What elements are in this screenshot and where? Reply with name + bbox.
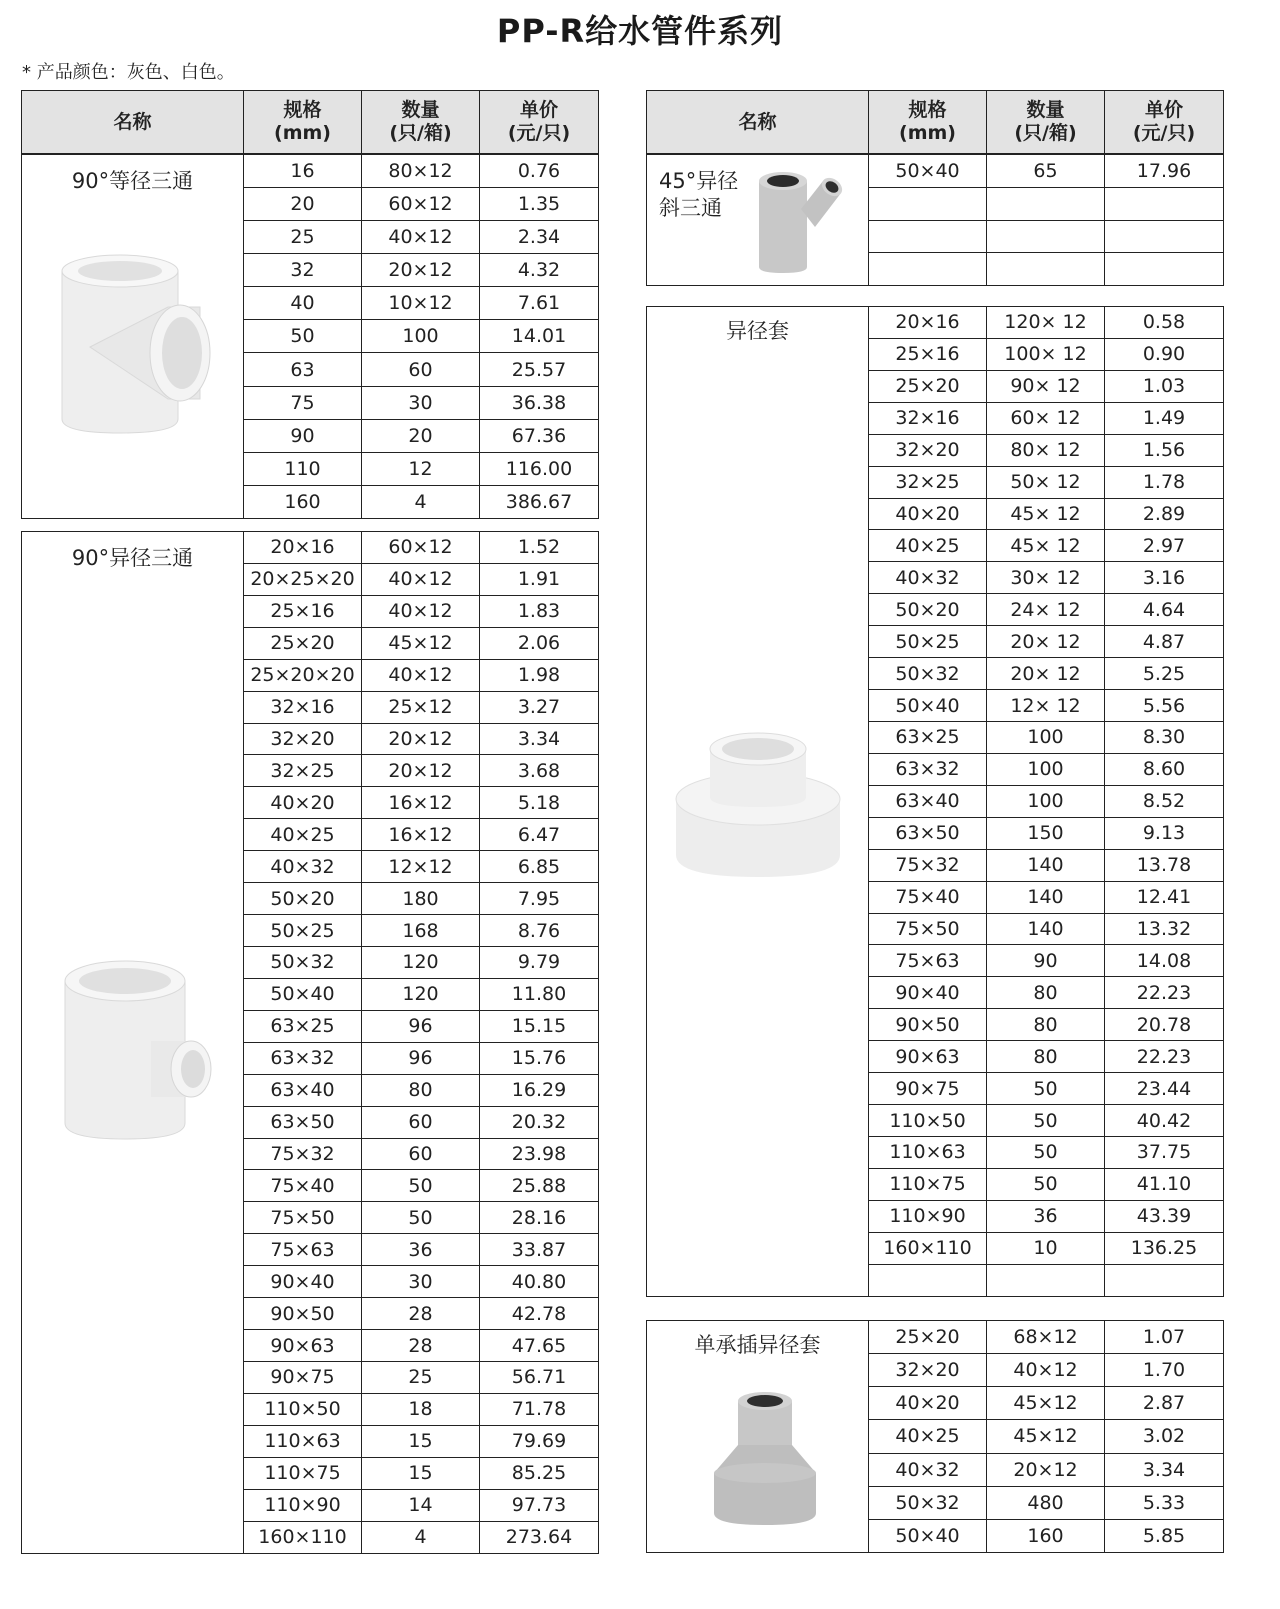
- left-header-row: [21, 90, 599, 154]
- qty-cell: 50: [987, 1073, 1105, 1105]
- spec-cell: 50×32: [244, 946, 362, 978]
- qty-cell: 100: [987, 721, 1105, 753]
- price-cell: 4.87: [1105, 626, 1224, 658]
- spec-cell: 40×25: [244, 819, 362, 851]
- spec-cell: [869, 1264, 987, 1296]
- price-cell: 1.70: [1105, 1354, 1224, 1387]
- spec-cell: 50×20: [869, 594, 987, 626]
- header-price: 单价 (元/只): [1105, 91, 1224, 154]
- price-cell: 1.07: [1105, 1321, 1224, 1354]
- qty-cell: 60× 12: [987, 402, 1105, 434]
- right-header-row: [646, 90, 1224, 154]
- spec-cell: 63: [244, 353, 362, 386]
- price-cell: 11.80: [480, 978, 599, 1010]
- spec-cell: 50×20: [244, 883, 362, 915]
- reducing-tee-fitting-icon: [51, 955, 215, 1147]
- price-cell: 1.83: [480, 595, 599, 627]
- qty-cell: 120× 12: [987, 307, 1105, 339]
- table-row: [647, 155, 1224, 188]
- price-cell: 14.01: [480, 320, 599, 353]
- spec-cell: 32×25: [869, 466, 987, 498]
- spec-cell: 63×50: [869, 817, 987, 849]
- product-name-cell: [647, 1321, 869, 1553]
- qty-cell: 30× 12: [987, 562, 1105, 594]
- qty-cell: 20×12: [362, 755, 480, 787]
- price-cell: 17.96: [1105, 155, 1224, 188]
- spec-cell: 20×16: [869, 307, 987, 339]
- qty-cell: 45× 12: [987, 498, 1105, 530]
- price-cell: 79.69: [480, 1425, 599, 1457]
- spec-cell: 75×50: [244, 1202, 362, 1234]
- price-cell: 20.32: [480, 1106, 599, 1138]
- qty-cell: 80: [362, 1074, 480, 1106]
- spec-cell: 110×75: [244, 1457, 362, 1489]
- spec-cell: 110×90: [869, 1200, 987, 1232]
- qty-cell: 4: [362, 485, 480, 518]
- qty-cell: 60: [362, 353, 480, 386]
- socket-reducer-table: [646, 1320, 1224, 1553]
- qty-cell: 30: [362, 386, 480, 419]
- spec-cell: 110×50: [869, 1105, 987, 1137]
- spec-cell: 110×63: [869, 1136, 987, 1168]
- qty-cell: 45×12: [362, 627, 480, 659]
- spec-cell: 75×40: [244, 1170, 362, 1202]
- product-name-line2: 斜三通: [659, 196, 722, 220]
- price-cell: [1105, 220, 1224, 253]
- qty-cell: 25: [362, 1361, 480, 1393]
- equal-tee-fitting-icon: [50, 249, 216, 443]
- spec-cell: 75×40: [869, 881, 987, 913]
- reducer-coupling-icon: [672, 727, 844, 883]
- qty-cell: 150: [987, 817, 1105, 849]
- table-row: [22, 155, 599, 188]
- spec-cell: 40×32: [869, 1453, 987, 1486]
- qty-cell: 50: [987, 1105, 1105, 1137]
- qty-cell: 20× 12: [987, 658, 1105, 690]
- price-cell: 40.80: [480, 1266, 599, 1298]
- price-cell: 13.78: [1105, 849, 1224, 881]
- qty-cell: 20×12: [987, 1453, 1105, 1486]
- spec-cell: 63×40: [869, 785, 987, 817]
- price-cell: 97.73: [480, 1489, 599, 1521]
- product-name-cell: [647, 307, 869, 1297]
- price-cell: 1.49: [1105, 402, 1224, 434]
- price-cell: 2.89: [1105, 498, 1224, 530]
- price-cell: 8.30: [1105, 721, 1224, 753]
- product-name: 单承插异径套: [694, 1333, 821, 1357]
- spec-cell: 50×40: [869, 1519, 987, 1552]
- price-cell: 386.67: [480, 485, 599, 518]
- price-cell: [1105, 1264, 1224, 1296]
- price-cell: 2.34: [480, 221, 599, 254]
- qty-cell: 40×12: [362, 221, 480, 254]
- price-cell: 85.25: [480, 1457, 599, 1489]
- header-spec: 规格 (mm): [244, 91, 362, 154]
- spec-cell: 63×32: [244, 1042, 362, 1074]
- qty-cell: 120: [362, 946, 480, 978]
- spec-cell: 63×25: [869, 721, 987, 753]
- header-price: 单价 (元/只): [480, 91, 599, 154]
- qty-cell: 160: [987, 1519, 1105, 1552]
- price-cell: 13.32: [1105, 913, 1224, 945]
- product-name: 90°异径三通: [71, 546, 194, 570]
- qty-cell: 168: [362, 915, 480, 947]
- price-cell: 42.78: [480, 1298, 599, 1330]
- equal-tee-table: [21, 154, 599, 519]
- spec-cell: 20×25×20: [244, 563, 362, 595]
- qty-cell: 16×12: [362, 819, 480, 851]
- spec-cell: 25×16: [244, 595, 362, 627]
- price-cell: 22.23: [1105, 977, 1224, 1009]
- price-cell: 9.79: [480, 946, 599, 978]
- qty-cell: 100: [987, 785, 1105, 817]
- price-cell: 12.41: [1105, 881, 1224, 913]
- spec-cell: 90: [244, 419, 362, 452]
- qty-cell: 16×12: [362, 787, 480, 819]
- spec-cell: 25×20×20: [244, 659, 362, 691]
- qty-cell: 40×12: [362, 595, 480, 627]
- spec-cell: 90×50: [869, 1009, 987, 1041]
- spec-cell: 110: [244, 452, 362, 485]
- qty-cell: 60: [362, 1106, 480, 1138]
- price-cell: 16.29: [480, 1074, 599, 1106]
- qty-cell: 80: [987, 977, 1105, 1009]
- spec-cell: 50×40: [244, 978, 362, 1010]
- qty-cell: 90: [987, 945, 1105, 977]
- spec-cell: 63×40: [244, 1074, 362, 1106]
- spec-cell: 50×40: [869, 690, 987, 722]
- product-name-cell: [22, 155, 244, 519]
- header-qty: 数量 (只/箱): [987, 91, 1105, 154]
- spec-cell: 90×75: [869, 1073, 987, 1105]
- price-cell: 5.33: [1105, 1486, 1224, 1519]
- price-cell: 28.16: [480, 1202, 599, 1234]
- qty-cell: 15: [362, 1457, 480, 1489]
- qty-cell: 40×12: [987, 1354, 1105, 1387]
- price-cell: 56.71: [480, 1361, 599, 1393]
- price-cell: 4.64: [1105, 594, 1224, 626]
- qty-cell: [987, 253, 1105, 286]
- spec-cell: 90×63: [244, 1330, 362, 1362]
- spec-cell: 160: [244, 485, 362, 518]
- price-cell: 0.90: [1105, 338, 1224, 370]
- spec-cell: 75×32: [244, 1138, 362, 1170]
- qty-cell: 4: [362, 1521, 480, 1553]
- spec-cell: [869, 220, 987, 253]
- socket-reducer-icon: [698, 1389, 832, 1531]
- spec-cell: 63×50: [244, 1106, 362, 1138]
- price-cell: 15.15: [480, 1010, 599, 1042]
- spec-cell: 20×16: [244, 532, 362, 564]
- spec-cell: 20: [244, 188, 362, 221]
- spec-cell: 32×20: [244, 723, 362, 755]
- qty-cell: 60: [362, 1138, 480, 1170]
- spec-cell: 75×32: [869, 849, 987, 881]
- qty-cell: 60×12: [362, 532, 480, 564]
- spec-cell: 90×75: [244, 1361, 362, 1393]
- price-cell: 5.85: [1105, 1519, 1224, 1552]
- spec-cell: 90×40: [244, 1266, 362, 1298]
- spec-cell: 160×110: [869, 1232, 987, 1264]
- qty-cell: 40×12: [362, 659, 480, 691]
- qty-cell: 20: [362, 419, 480, 452]
- qty-cell: 15: [362, 1425, 480, 1457]
- price-cell: 5.25: [1105, 658, 1224, 690]
- price-cell: 1.78: [1105, 466, 1224, 498]
- price-cell: 1.56: [1105, 434, 1224, 466]
- qty-cell: 30: [362, 1266, 480, 1298]
- price-cell: 9.13: [1105, 817, 1224, 849]
- header-name: 名称: [647, 91, 869, 154]
- table-row: [22, 532, 599, 564]
- qty-cell: 100× 12: [987, 338, 1105, 370]
- price-cell: 36.38: [480, 386, 599, 419]
- spec-cell: 110×50: [244, 1393, 362, 1425]
- price-cell: 6.85: [480, 851, 599, 883]
- price-cell: 136.25: [1105, 1232, 1224, 1264]
- qty-cell: 14: [362, 1489, 480, 1521]
- spec-cell: 25: [244, 221, 362, 254]
- qty-cell: 180: [362, 883, 480, 915]
- spec-cell: 40×25: [869, 530, 987, 562]
- product-name-cell: [22, 532, 244, 1554]
- spec-cell: 110×63: [244, 1425, 362, 1457]
- price-cell: 7.95: [480, 883, 599, 915]
- qty-cell: 25×12: [362, 691, 480, 723]
- qty-cell: 24× 12: [987, 594, 1105, 626]
- price-cell: 273.64: [480, 1521, 599, 1553]
- price-cell: 3.34: [480, 723, 599, 755]
- price-cell: 1.98: [480, 659, 599, 691]
- price-cell: 22.23: [1105, 1041, 1224, 1073]
- qty-cell: 80: [987, 1009, 1105, 1041]
- spec-cell: 50: [244, 320, 362, 353]
- qty-cell: 120: [362, 978, 480, 1010]
- price-cell: 40.42: [1105, 1105, 1224, 1137]
- price-cell: 6.47: [480, 819, 599, 851]
- product-name: 异径套: [726, 319, 789, 343]
- price-cell: 15.76: [480, 1042, 599, 1074]
- price-cell: 41.10: [1105, 1168, 1224, 1200]
- spec-cell: 40×25: [869, 1420, 987, 1453]
- spec-cell: 40×20: [869, 498, 987, 530]
- spec-cell: 25×16: [869, 338, 987, 370]
- qty-cell: 50: [987, 1168, 1105, 1200]
- price-cell: 1.35: [480, 188, 599, 221]
- price-cell: 2.97: [1105, 530, 1224, 562]
- spec-cell: 75×63: [244, 1234, 362, 1266]
- price-cell: 71.78: [480, 1393, 599, 1425]
- qty-cell: 12× 12: [987, 690, 1105, 722]
- spec-cell: 63×32: [869, 753, 987, 785]
- y-tee-45-table: [646, 154, 1224, 286]
- price-cell: 25.57: [480, 353, 599, 386]
- qty-cell: 10×12: [362, 287, 480, 320]
- qty-cell: 80×12: [362, 155, 480, 188]
- price-cell: 3.68: [480, 755, 599, 787]
- qty-cell: 100: [362, 320, 480, 353]
- spec-cell: 110×75: [869, 1168, 987, 1200]
- price-cell: 3.34: [1105, 1453, 1224, 1486]
- price-cell: 3.16: [1105, 562, 1224, 594]
- spec-cell: 75: [244, 386, 362, 419]
- price-cell: 47.65: [480, 1330, 599, 1362]
- reducer-table: [646, 306, 1224, 1297]
- qty-cell: 140: [987, 913, 1105, 945]
- qty-cell: 68×12: [987, 1321, 1105, 1354]
- spec-cell: 63×25: [244, 1010, 362, 1042]
- page-title: PP-R给水管件系列: [496, 12, 784, 50]
- spec-cell: [869, 187, 987, 220]
- qty-cell: 28: [362, 1330, 480, 1362]
- reducing-tee-table: [21, 531, 599, 1554]
- qty-cell: 50× 12: [987, 466, 1105, 498]
- price-cell: [1105, 187, 1224, 220]
- price-cell: 2.06: [480, 627, 599, 659]
- price-cell: 0.58: [1105, 307, 1224, 339]
- spec-cell: 50×25: [869, 626, 987, 658]
- product-name-line1: 45°异径: [659, 169, 739, 193]
- y-tee-45-fitting-icon: [753, 169, 845, 277]
- product-name-cell: [647, 155, 869, 286]
- price-cell: 2.87: [1105, 1387, 1224, 1420]
- spec-cell: 50×40: [869, 155, 987, 188]
- qty-cell: 20×12: [362, 723, 480, 755]
- spec-cell: 32×20: [869, 434, 987, 466]
- spec-cell: 50×25: [244, 915, 362, 947]
- spec-cell: 90×50: [244, 1298, 362, 1330]
- color-note: * 产品颜色：灰色、白色。: [22, 62, 235, 83]
- qty-cell: 12: [362, 452, 480, 485]
- price-cell: 8.52: [1105, 785, 1224, 817]
- qty-cell: 36: [362, 1234, 480, 1266]
- spec-cell: 25×20: [869, 1321, 987, 1354]
- qty-cell: 45×12: [987, 1420, 1105, 1453]
- spec-cell: 25×20: [869, 370, 987, 402]
- qty-cell: 90× 12: [987, 370, 1105, 402]
- qty-cell: 10: [987, 1232, 1105, 1264]
- header-name: 名称: [22, 91, 244, 154]
- product-name: 90°等径三通: [71, 169, 194, 193]
- spec-cell: 32×16: [869, 402, 987, 434]
- price-cell: 3.27: [480, 691, 599, 723]
- spec-cell: 50×32: [869, 658, 987, 690]
- price-cell: 3.02: [1105, 1420, 1224, 1453]
- qty-cell: 20× 12: [987, 626, 1105, 658]
- price-cell: 20.78: [1105, 1009, 1224, 1041]
- price-cell: 8.60: [1105, 753, 1224, 785]
- qty-cell: 140: [987, 849, 1105, 881]
- spec-cell: 75×50: [869, 913, 987, 945]
- qty-cell: 80× 12: [987, 434, 1105, 466]
- qty-cell: 12×12: [362, 851, 480, 883]
- qty-cell: [987, 1264, 1105, 1296]
- qty-cell: 480: [987, 1486, 1105, 1519]
- price-cell: 5.18: [480, 787, 599, 819]
- qty-cell: 80: [987, 1041, 1105, 1073]
- qty-cell: [987, 220, 1105, 253]
- price-cell: 33.87: [480, 1234, 599, 1266]
- qty-cell: 45×12: [987, 1387, 1105, 1420]
- price-cell: [1105, 253, 1224, 286]
- spec-cell: 110×90: [244, 1489, 362, 1521]
- price-cell: 8.76: [480, 915, 599, 947]
- qty-cell: 50: [362, 1202, 480, 1234]
- qty-cell: 18: [362, 1393, 480, 1425]
- price-cell: 1.52: [480, 532, 599, 564]
- price-cell: 4.32: [480, 254, 599, 287]
- price-cell: 7.61: [480, 287, 599, 320]
- spec-cell: 32×25: [244, 755, 362, 787]
- price-cell: 0.76: [480, 155, 599, 188]
- spec-cell: 40×20: [869, 1387, 987, 1420]
- spec-cell: 90×63: [869, 1041, 987, 1073]
- qty-cell: 100: [987, 753, 1105, 785]
- price-cell: 23.98: [480, 1138, 599, 1170]
- qty-cell: 50: [987, 1136, 1105, 1168]
- price-cell: 1.03: [1105, 370, 1224, 402]
- qty-cell: 140: [987, 881, 1105, 913]
- header-spec: 规格 (mm): [869, 91, 987, 154]
- price-cell: 1.91: [480, 563, 599, 595]
- price-cell: 23.44: [1105, 1073, 1224, 1105]
- qty-cell: 40×12: [362, 563, 480, 595]
- qty-cell: 36: [987, 1200, 1105, 1232]
- spec-cell: 32×20: [869, 1354, 987, 1387]
- spec-cell: 160×110: [244, 1521, 362, 1553]
- price-cell: 5.56: [1105, 690, 1224, 722]
- qty-cell: 50: [362, 1170, 480, 1202]
- spec-cell: [869, 253, 987, 286]
- price-cell: 37.75: [1105, 1136, 1224, 1168]
- qty-cell: 20×12: [362, 254, 480, 287]
- spec-cell: 50×32: [869, 1486, 987, 1519]
- spec-cell: 32×16: [244, 691, 362, 723]
- header-qty: 数量 (只/箱): [362, 91, 480, 154]
- price-cell: 25.88: [480, 1170, 599, 1202]
- qty-cell: 65: [987, 155, 1105, 188]
- table-row: [647, 307, 1224, 339]
- qty-cell: 28: [362, 1298, 480, 1330]
- spec-cell: 40: [244, 287, 362, 320]
- spec-cell: 40×32: [244, 851, 362, 883]
- qty-cell: 60×12: [362, 188, 480, 221]
- spec-cell: 40×32: [869, 562, 987, 594]
- spec-cell: 25×20: [244, 627, 362, 659]
- qty-cell: 96: [362, 1010, 480, 1042]
- spec-cell: 75×63: [869, 945, 987, 977]
- price-cell: 67.36: [480, 419, 599, 452]
- spec-cell: 16: [244, 155, 362, 188]
- price-cell: 43.39: [1105, 1200, 1224, 1232]
- qty-cell: 45× 12: [987, 530, 1105, 562]
- spec-cell: 90×40: [869, 977, 987, 1009]
- qty-cell: 96: [362, 1042, 480, 1074]
- price-cell: 116.00: [480, 452, 599, 485]
- table-row: [647, 1321, 1224, 1354]
- qty-cell: [987, 187, 1105, 220]
- spec-cell: 32: [244, 254, 362, 287]
- spec-cell: 40×20: [244, 787, 362, 819]
- price-cell: 14.08: [1105, 945, 1224, 977]
